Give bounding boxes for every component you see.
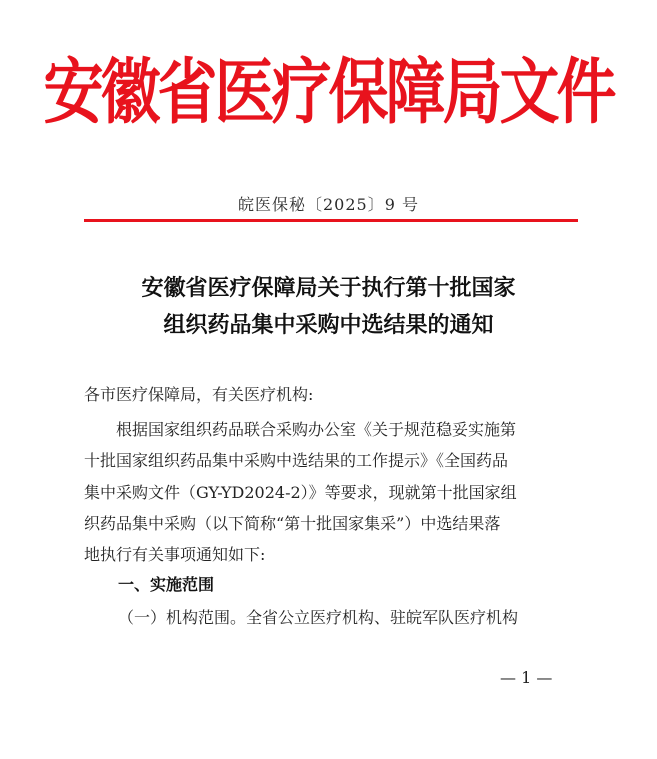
red-divider-line	[84, 219, 578, 222]
subsection-text: （一）机构范围。全省公立医疗机构、驻皖军队医疗机构	[118, 608, 519, 627]
notice-title-line-2: 组织药品集中采购中选结果的通知	[163, 312, 494, 338]
issuing-authority-header: 安徽省医疗保障局文件	[43, 51, 614, 135]
paragraph-line: 集中采购文件（GY-YD2024-2）》等要求，现就第十批国家组	[84, 482, 517, 502]
notice-title-line-1: 安徽省医疗保障局关于执行第十批国家	[141, 275, 516, 301]
page-number: — 1 —	[500, 668, 553, 687]
paragraph-line: 织药品集中采购（以下简称“第十批国家集采”）中选结果落	[84, 513, 501, 533]
section-heading: 一、实施范围	[118, 575, 215, 594]
document-number: 皖医保秘〔2025〕9 号	[238, 195, 419, 214]
paragraph-line: 十批国家组织药品集中采购中选结果的工作提示》《全国药品	[84, 451, 509, 471]
salutation: 各市医疗保障局，有关医疗机构:	[84, 385, 314, 404]
body-paragraph	[84, 414, 580, 570]
paragraph-line: 根据国家组织药品联合采购办公室《关于规范稳妥实施第	[84, 420, 517, 439]
paragraph-line: 地执行有关事项通知如下:	[84, 545, 266, 565]
notice-title	[0, 270, 657, 344]
